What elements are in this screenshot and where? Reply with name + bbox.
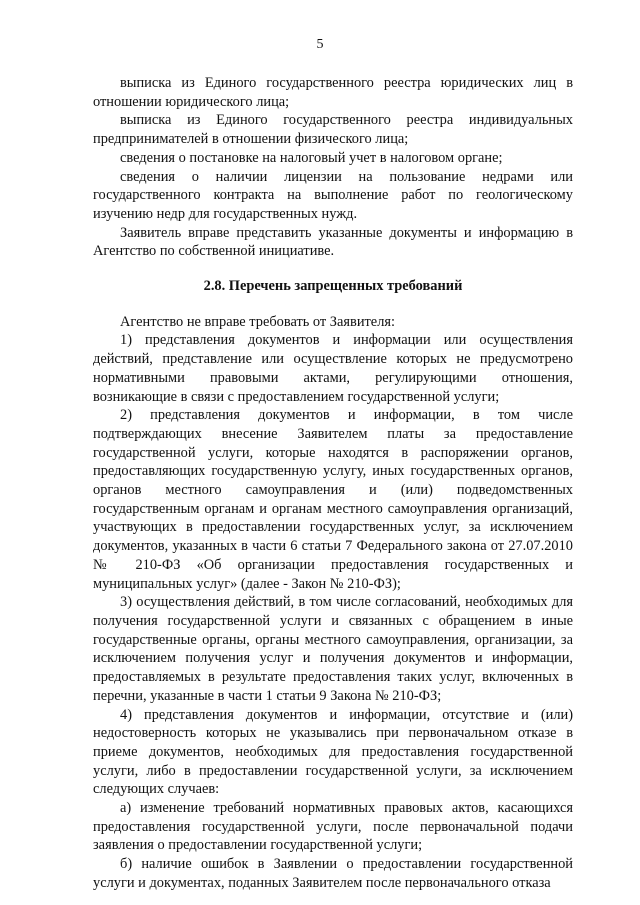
- document-body: [93, 74, 573, 893]
- paragraph-extract-entrepreneur: выписка из Единого государственного реестра индивидуальных предпринимателей в отношении физического лица;: [93, 112, 573, 148]
- section-heading: 2.8. Перечень запрещенных требований: [203, 278, 463, 295]
- page-number: 5: [316, 37, 324, 52]
- paragraph-item-4: 4) представления документов и информации, отсутствие и (или) недостоверность которых не указывались при первоначальном отказе в приеме документов, необходимых для предоставления государственной услуги, либо в предоставлении государственной услуги, за исключением следующих случаев:: [93, 706, 573, 798]
- paragraph-item-3: 3) осуществления действий, в том числе согласований, необходимых для получения государственной услуги и связанных с обращением в иные государственные органы, органы местного самоуправления, организации, за исключением получения услуг и получения документов и информации, предоставляемых в результате предоставления таких услуг, включенных в перечни, указанные в части 1 статьи 9 Закона № 210-ФЗ;: [93, 594, 573, 704]
- paragraph-subitem-a: а) изменение требований нормативных правовых актов, касающихся предоставления государственной услуги, после первоначальной подачи заявления о предоставлении государственной услуги;: [93, 800, 573, 854]
- paragraph-tax-registration: сведения о постановке на налоговый учет в налоговом органе;: [120, 149, 503, 166]
- paragraph-applicant-right: Заявитель вправе представить указанные документы и информацию в Агентство по собственной инициативе.: [93, 224, 573, 260]
- paragraph-license: сведения о наличии лицензии на пользование недрами или государственного контракта на выполнение работ по геологическому изучению недр для государственных нужд.: [93, 168, 573, 222]
- paragraph-intro: Агентство не вправе требовать от Заявителя:: [120, 313, 395, 330]
- paragraph-subitem-b: б) наличие ошибок в Заявлении о предоставлении государственной услуги и документах, поданных Заявителем после первоначального отказа: [93, 856, 573, 891]
- paragraph-item-2: 2) представления документов и информации, в том числе подтверждающих внесение Заявителем платы за предоставление государственной услуги, которые находятся в распоряжении органов, предоставляющих государственную услугу, иных государственных органов, органов местного самоуправления и (или) подведомственных государственным органам и органам местного самоуправления организаций, участвующих в предоставлении государственных услуг, за исключением документов, указанных в части 6 статьи 7 Федерального закона от 27.07.2010 № 210-ФЗ «Об организации предоставления государственных и муниципальных услуг» (далее - Закон № 210-ФЗ);: [93, 407, 573, 592]
- paragraph-extract-legal-entity: выписка из Единого государственного реестра юридических лиц в отношении юридического лица;: [93, 75, 573, 110]
- paragraph-item-1: 1) представления документов и информации или осуществления действий, представление или осуществление которых не предусмотрено нормативными правовыми актами, регулирующими отношения, возникающие в связи с предоставлением государственной услуги;: [93, 332, 573, 405]
